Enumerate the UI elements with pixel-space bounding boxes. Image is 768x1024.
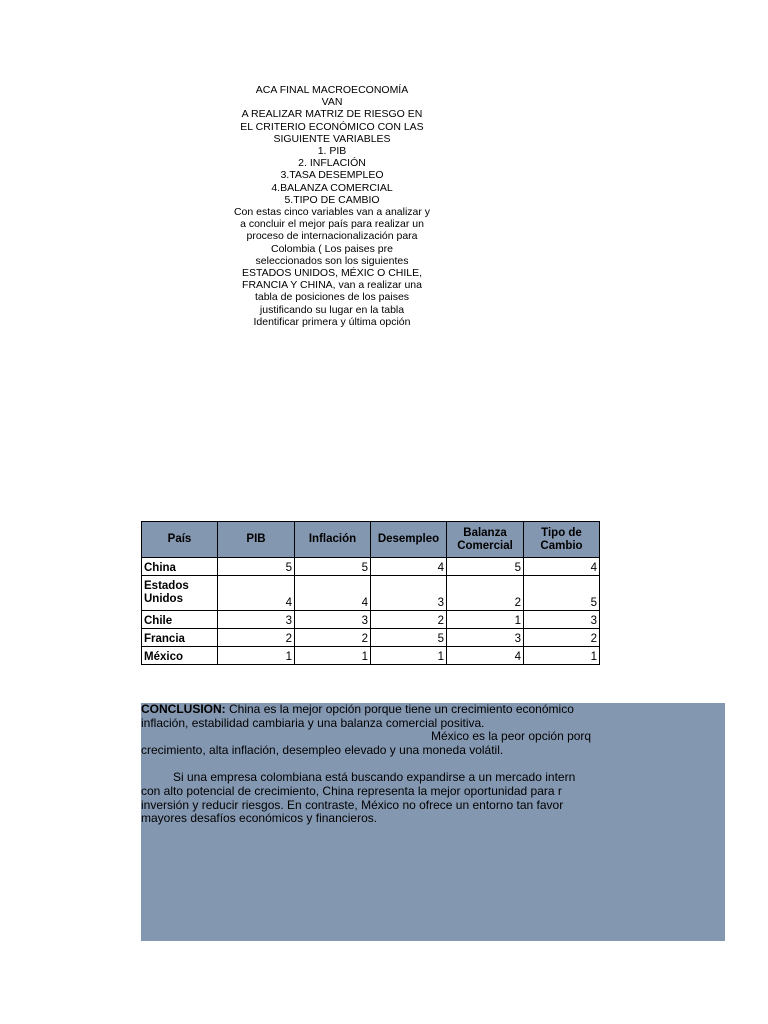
instructions-line: proceso de internacionalización para	[246, 230, 418, 243]
instructions-line: a concluir el mejor país para realizar un	[240, 218, 424, 231]
instructions-line: justificando su lugar en la tabla	[259, 303, 405, 316]
table-row	[142, 558, 600, 576]
instructions-line: 3.TASA DESEMPLEO	[280, 169, 384, 182]
conclusion-line: inversión y reducir riesgos. En contraste, México no ofrece un entorno tan favor	[141, 797, 564, 812]
value-cell: 5	[447, 558, 524, 576]
value-cell: 2	[218, 629, 295, 647]
instructions-line: Identificar primera y última opción	[253, 315, 411, 328]
conclusion-line	[141, 703, 603, 717]
value-cell: 3	[218, 611, 295, 629]
value-cell: 5	[218, 558, 295, 576]
table-row	[142, 629, 600, 647]
value-cell: 2	[295, 629, 371, 647]
instructions-line: ESTADOS UNIDOS, MÉXIC O CHILE,	[241, 267, 423, 280]
instructions-line: A REALIZAR MATRIZ DE RIESGO EN	[241, 108, 423, 121]
value-cell: 4	[524, 558, 600, 576]
conclusion-text-area	[141, 703, 603, 941]
value-cell: 3	[295, 611, 371, 629]
value-cell: 3	[524, 611, 600, 629]
conclusion-line: crecimiento, alta inflación, desempleo elevado y una moneda volátil.	[141, 742, 504, 757]
value-cell: 5	[524, 576, 600, 611]
table-row	[142, 611, 600, 629]
instructions-line: Colombia ( Los paises pre	[271, 242, 393, 255]
value-cell: 4	[295, 576, 371, 611]
value-cell: 2	[371, 611, 447, 629]
instructions-line: Con estas cinco variables van a analizar y	[233, 206, 431, 219]
table-row	[142, 647, 600, 665]
value-cell: 1	[447, 611, 524, 629]
table-row	[142, 576, 600, 611]
conclusion-line: Si una empresa colombiana está buscando expandirse a un mercado intern	[173, 770, 576, 785]
value-cell: 1	[218, 647, 295, 665]
value-cell: 4	[218, 576, 295, 611]
conclusion-line: con alto potencial de crecimiento, China representa la mejor oportunidad para r	[141, 783, 562, 798]
country-cell: China	[142, 558, 218, 576]
country-cell: México	[142, 647, 218, 665]
value-cell: 1	[371, 647, 447, 665]
instructions-line: tabla de posiciones de los paises	[254, 291, 410, 304]
value-cell: 5	[371, 629, 447, 647]
table-header-row	[142, 522, 600, 558]
instructions-line: seleccionados son los siguientes	[255, 254, 409, 267]
value-cell: 5	[295, 558, 371, 576]
header-cell-desempleo: Desempleo	[371, 522, 447, 558]
conclusion-line: mayores desafíos económicos y financieros.	[141, 811, 378, 826]
instructions-line: ACA FINAL MACROECONOMÍA	[255, 84, 409, 96]
conclusion-text: China es la mejor opción porque tiene un crecimiento económico	[225, 703, 574, 716]
value-cell: 3	[447, 629, 524, 647]
ranking-table	[141, 521, 600, 665]
country-cell: Estados Unidos	[142, 576, 218, 611]
value-cell: 4	[447, 647, 524, 665]
header-cell-pib: PIB	[218, 522, 295, 558]
header-cell-tipo-de-cambio: Tipo de Cambio	[524, 522, 600, 558]
instructions-line: EL CRITERIO ECONÓMICO CON LAS	[240, 120, 424, 133]
value-cell: 4	[371, 558, 447, 576]
conclusion-box	[141, 703, 725, 941]
value-cell: 3	[371, 576, 447, 611]
country-cell: Francia	[142, 629, 218, 647]
instructions-line: VAN	[321, 96, 343, 109]
conclusion-line: México es la peor opción porq	[431, 729, 592, 744]
instructions-line: SIGUIENTE VARIABLES	[273, 132, 391, 145]
value-cell: 2	[447, 576, 524, 611]
instructions-block	[222, 84, 442, 328]
conclusion-line: inflación, estabilidad cambiaria y una balanza comercial positiva.	[141, 715, 485, 730]
conclusion-label: CONCLUSION:	[141, 703, 226, 716]
instructions-line: 5.TIPO DE CAMBIO	[284, 193, 380, 206]
instructions-line: FRANCIA Y CHINA, van a realizar una	[242, 279, 422, 292]
instructions-line: 2. INFLACIÓN	[298, 157, 366, 170]
instructions-line: 4.BALANZA COMERCIAL	[271, 181, 393, 194]
value-cell: 2	[524, 629, 600, 647]
header-cell-inflacion: Inflación	[295, 522, 371, 558]
header-cell-balanza-comercial: Balanza Comercial	[447, 522, 524, 558]
instructions-line: 1. PIB	[317, 145, 347, 158]
country-cell: Chile	[142, 611, 218, 629]
value-cell: 1	[295, 647, 371, 665]
value-cell: 1	[524, 647, 600, 665]
header-cell-pais: País	[142, 522, 218, 558]
